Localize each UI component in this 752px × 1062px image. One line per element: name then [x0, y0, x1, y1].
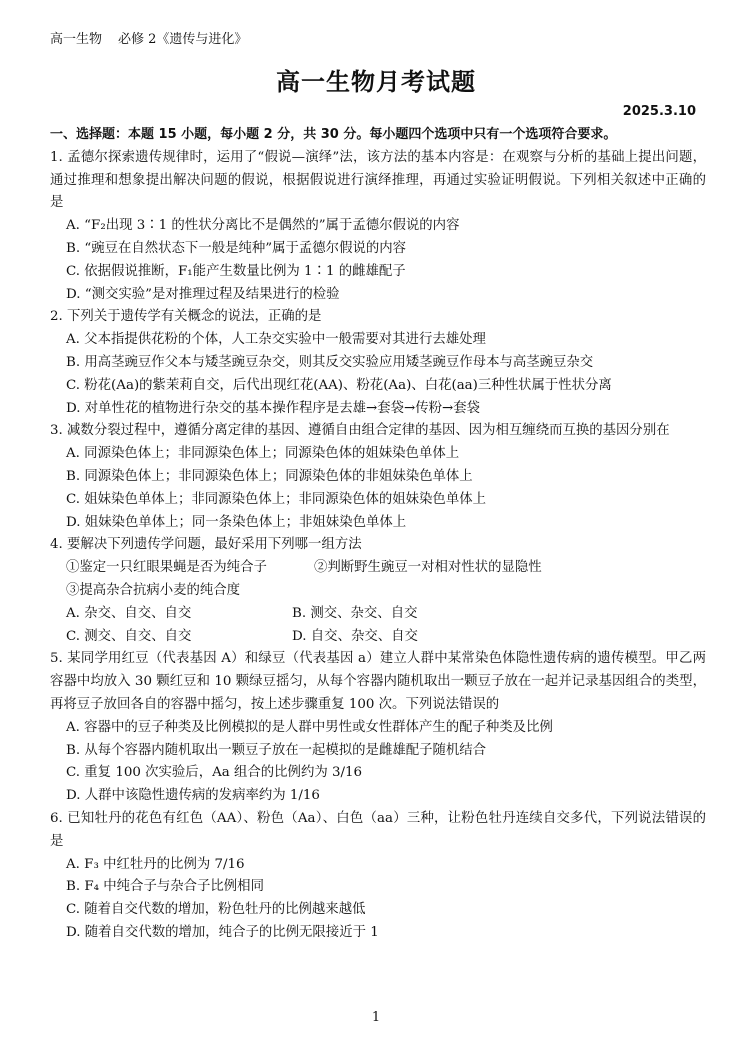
- option-b: B. 同源染色体上；非同源染色体上；同源染色体的非姐妹染色单体上: [66, 468, 473, 484]
- running-header: [50, 28, 247, 47]
- question-stem: 6. 已知牡丹的花色有红色（AA）、粉色（Aa）、白色（aa）三种，让粉色牡丹连续自交多代，下列说法错误的是: [50, 810, 706, 849]
- sub-item-3: ③提高杂合抗病小麦的纯合度: [66, 582, 241, 598]
- option-c: C. 姐妹染色单体上；非同源染色体上；非同源染色体的姐妹染色单体上: [66, 491, 486, 507]
- sub-items-row: [50, 557, 706, 580]
- option-b: B. 从每个容器内随机取出一颗豆子放在一起模拟的是雌雄配子随机结合: [66, 742, 487, 758]
- header-subject: 高一生物: [50, 32, 103, 47]
- option-c: C. 粉花(Aa)的紫茉莉自交，后代出现红花(AA)、粉花(Aa)、白花(aa)三种性状属于性状分离: [66, 377, 612, 393]
- option-d: D. “测交实验”是对推理过程及结果进行的检验: [66, 286, 340, 302]
- option-a: A. 父本指提供花粉的个体，人工杂交实验中一般需要对其进行去雄处理: [66, 332, 486, 348]
- option-d: D. 对单性花的植物进行杂交的基本操作程序是去雄→套袋→传粉→套袋: [66, 400, 480, 416]
- option-b: B. F₄ 中纯合子与杂合子比例相同: [66, 879, 264, 895]
- question-stem: 4. 要解决下列遗传学问题，最好采用下列哪一组方法: [50, 537, 362, 553]
- option-a: A. F₃ 中红牡丹的比例为 7/16: [66, 856, 245, 872]
- question-2: [50, 306, 706, 420]
- options-row-cd: [50, 626, 706, 649]
- option-b: B. “豌豆在自然状态下一般是纯种”属于孟德尔假说的内容: [66, 240, 407, 256]
- option-d: D. 人群中该隐性遗传病的发病率约为 1/16: [66, 788, 320, 804]
- sub-item-2: ②判断野生豌豆一对相对性状的显隐性: [314, 560, 542, 576]
- options-row-ab: [50, 603, 706, 626]
- question-stem: 3. 减数分裂过程中，遵循分离定律的基因、遵循自由组合定律的基因、因为相互缠绕而互换的基因分别在: [50, 423, 670, 439]
- option-a: A. 杂交、自交、自交: [66, 605, 192, 621]
- question-5: [50, 648, 706, 808]
- option-d: D. 随着自交代数的增加，纯合子的比例无限接近于 1: [66, 924, 379, 940]
- header-course: 必修 2《遗传与进化》: [118, 32, 248, 47]
- option-a: A. 同源染色体上；非同源染色体上；同源染色体的姐妹染色单体上: [66, 446, 460, 462]
- question-stem: 1. 孟德尔探索遗传规律时，运用了“假说—演绎”法，该方法的基本内容是：在观察与分析的基础上提出问题，通过推理和想象提出解决问题的假说，根据假说进行演绎推理，再通过实验证明假说。下列相关叙述中正确的是: [50, 149, 706, 211]
- option-d: D. 自交、杂交、自交: [292, 628, 418, 644]
- page-number: 1: [371, 1010, 381, 1025]
- exam-content: [50, 124, 706, 945]
- question-3: [50, 420, 706, 534]
- option-c: C. 测交、自交、自交: [66, 628, 192, 644]
- option-a: A. “F₂出现 3∶1 的性状分离比不是偶然的”属于孟德尔假说的内容: [66, 218, 460, 234]
- question-6: [50, 808, 706, 945]
- section-heading: 一、选择题：本题 15 小题，每小题 2 分，共 30 分。每小题四个选项中只有一个选项符合要求。: [50, 127, 617, 142]
- exam-date: 2025.3.10: [622, 104, 696, 119]
- option-b: B. 测交、杂交、自交: [292, 605, 418, 621]
- question-stem: 5. 某同学用红豆（代表基因 A）和绿豆（代表基因 a）建立人群中某常染色体隐性遗传病的遗传模型。甲乙两容器中均放入 30 颗红豆和 10 颗绿豆摇匀，从每个容器内随机取出一颗豆子放在一起并记录基因组合的类型，再将豆子放回各自的容器中摇匀，按上述步骤重复 100 次。下列说法错误的: [50, 651, 706, 712]
- option-c: C. 依据假说推断，F₁能产生数量比例为 1∶1 的雌雄配子: [66, 263, 406, 279]
- option-b: B. 用高茎豌豆作父本与矮茎豌豆杂交，则其反交实验应用矮茎豌豆作母本与高茎豌豆杂交: [66, 354, 594, 370]
- option-c: C. 随着自交代数的增加，粉色牡丹的比例越来越低: [66, 902, 366, 918]
- question-1: [50, 147, 706, 307]
- option-a: A. 容器中的豆子种类及比例模拟的是人群中男性或女性群体产生的配子种类及比例: [66, 719, 553, 735]
- option-c: C. 重复 100 次实验后，Aa 组合的比例约为 3/16: [66, 765, 363, 781]
- question-4: [50, 534, 706, 648]
- option-d: D. 姐妹染色单体上；同一条染色体上；非姐妹染色单体上: [66, 514, 407, 530]
- page-title: 高一生物月考试题: [276, 68, 476, 96]
- question-stem: 2. 下列关于遗传学有关概念的说法，正确的是: [50, 309, 322, 325]
- sub-item-1: ①鉴定一只红眼果蝇是否为纯合子: [66, 560, 267, 576]
